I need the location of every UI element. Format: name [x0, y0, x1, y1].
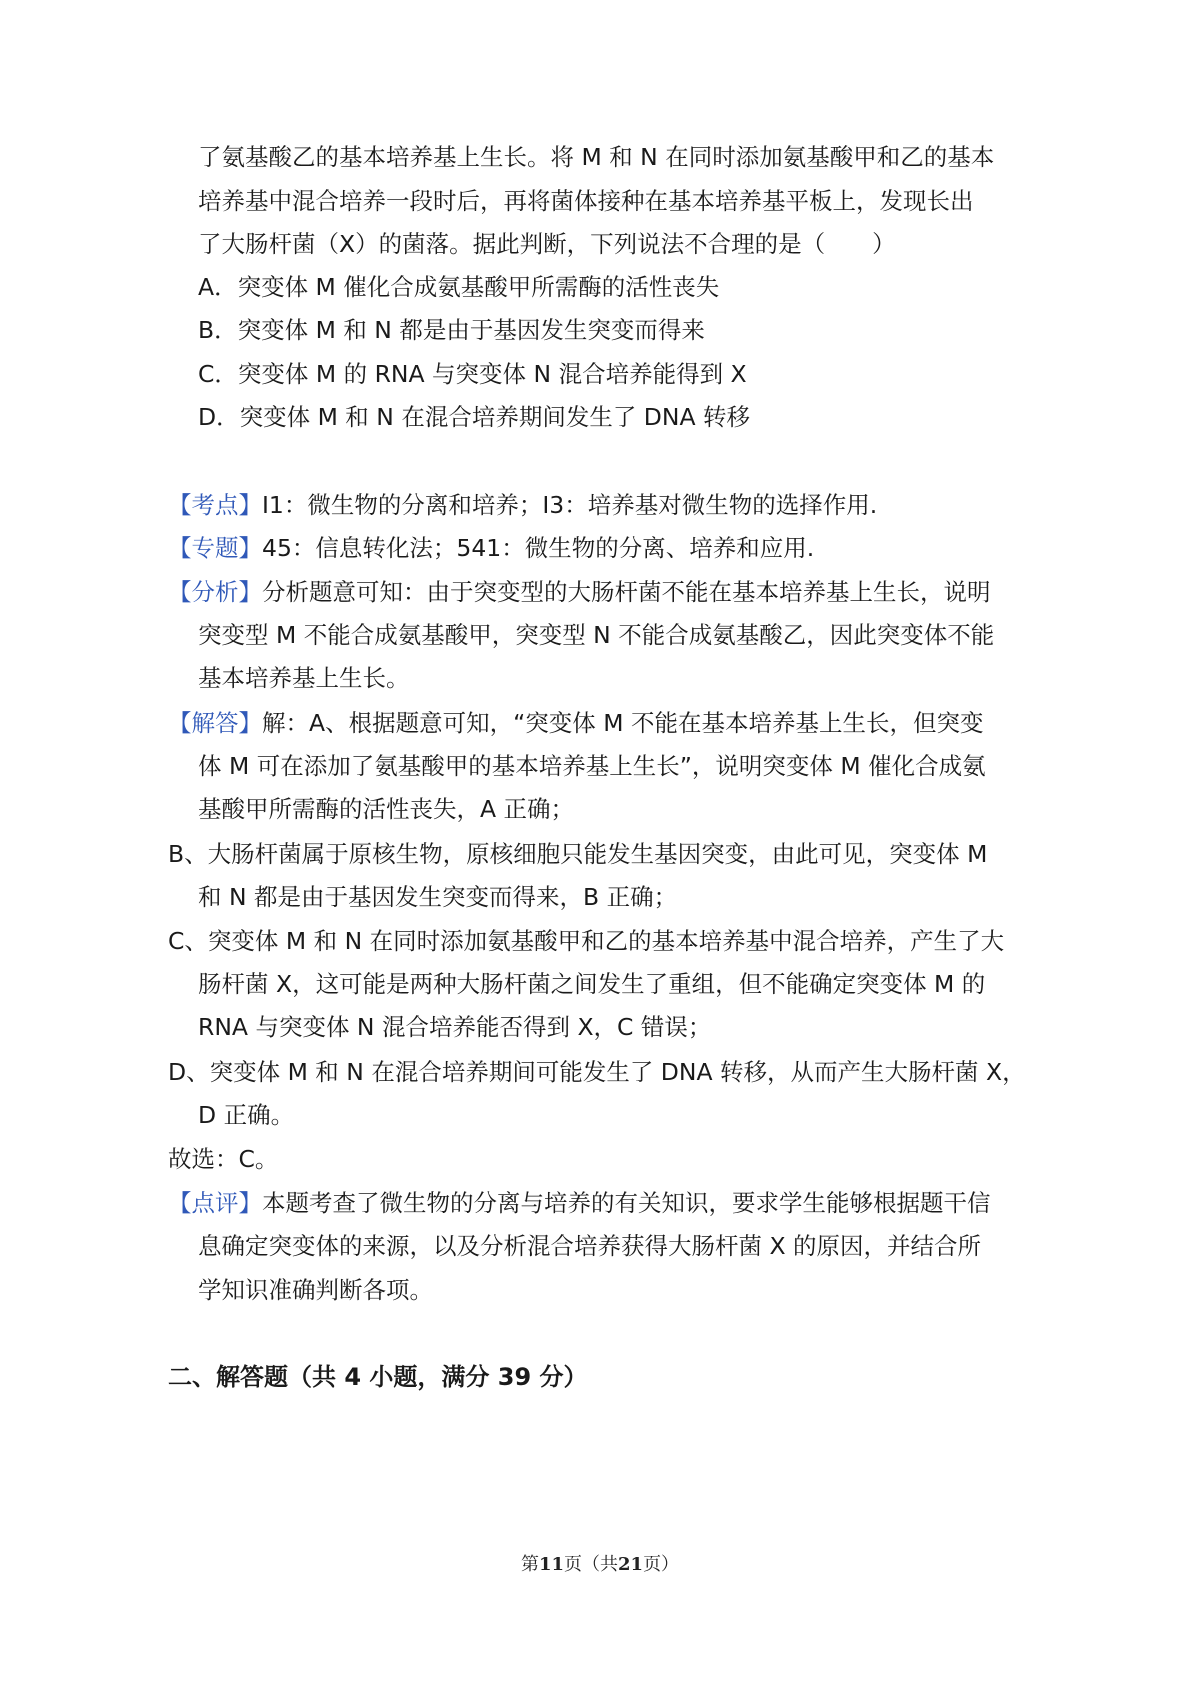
fenxi-tag: 【分析】 [168, 578, 262, 606]
jieda-line [168, 706, 983, 740]
jieda-tag: 【解答】 [168, 709, 262, 737]
fenxi-text: 分析题意可知：由于突变型的大肠杆菌不能在基本培养基上生长，说明 [262, 578, 991, 606]
answer-c-line: 肠杆菌 X，这可能是两种大肠杆菌之间发生了重组，但不能确定突变体 M 的 [198, 970, 986, 998]
footer-post: 页） [643, 1554, 680, 1575]
kaodian-line [168, 488, 877, 522]
dianping-line: 学知识准确判断各项。 [198, 1276, 433, 1304]
dianping-tag: 【点评】 [168, 1189, 262, 1217]
fenxi-line [168, 575, 991, 609]
jieda-line: 体 M 可在添加了氨基酸甲的基本培养基上生长”，说明突变体 M 催化合成氨 [198, 752, 986, 780]
kaodian-tag: 【考点】 [168, 491, 262, 519]
footer-page-number: 11 [538, 1554, 564, 1575]
jieda-line: 基酸甲所需酶的活性丧失，A 正确； [198, 795, 575, 823]
fenxi-line: 突变型 M 不能合成氨基酸甲，突变型 N 不能合成氨基酸乙，因此突变体不能 [198, 621, 995, 649]
page-footer [0, 1550, 1200, 1576]
answer-c-line: RNA 与突变体 N 混合培养能否得到 X，C 错误； [198, 1013, 712, 1041]
option-d: D．突变体 M 和 N 在混合培养期间发生了 DNA 转移 [198, 403, 751, 431]
answer-c-line: C、突变体 M 和 N 在同时添加氨基酸甲和乙的基本培养基中混合培养，产生了大 [168, 927, 1005, 955]
question-stem-line: 了氨基酸乙的基本培养基上生长。将 M 和 N 在同时添加氨基酸甲和乙的基本 [198, 143, 995, 171]
footer-mid: 页（共 [564, 1554, 618, 1575]
fenxi-line: 基本培养基上生长。 [198, 664, 410, 692]
option-a: A．突变体 M 催化合成氨基酸甲所需酶的活性丧失 [198, 273, 720, 301]
zhuanti-text: 45：信息转化法；541：微生物的分离、培养和应用. [262, 534, 815, 562]
answer-d-line: D、突变体 M 和 N 在混合培养期间可能发生了 DNA 转移，从而产生大肠杆菌 X， [168, 1058, 1026, 1086]
dianping-line [168, 1186, 991, 1220]
final-answer: 故选：C。 [168, 1145, 279, 1173]
option-b: B．突变体 M 和 N 都是由于基因发生突变而得来 [198, 316, 705, 344]
kaodian-text: I1：微生物的分离和培养；I3：培养基对微生物的选择作用. [262, 491, 878, 519]
footer-total-pages: 21 [618, 1554, 644, 1575]
answer-b-line: B、大肠杆菌属于原核生物，原核细胞只能发生基因突变，由此可见，突变体 M [168, 840, 988, 868]
section-heading: 二、解答题（共 4 小题，满分 39 分） [168, 1363, 588, 1391]
dianping-line: 息确定突变体的来源，以及分析混合培养获得大肠杆菌 X 的原因，并结合所 [198, 1232, 982, 1260]
question-stem-line: 培养基中混合培养一段时后，再将菌体接种在基本培养基平板上，发现长出 [198, 187, 974, 215]
footer-pre: 第 [520, 1554, 539, 1575]
dianping-text: 本题考查了微生物的分离与培养的有关知识，要求学生能够根据题干信 [262, 1189, 991, 1217]
zhuanti-tag: 【专题】 [168, 534, 262, 562]
question-stem-line: 了大肠杆菌（X）的菌落。据此判断，下列说法不合理的是（ ） [198, 230, 896, 258]
jieda-text: 解：A、根据题意可知，“突变体 M 不能在基本培养基上生长，但突变 [262, 709, 984, 737]
answer-b-line: 和 N 都是由于基因发生突变而得来，B 正确； [198, 883, 678, 911]
answer-d-line: D 正确。 [198, 1101, 295, 1129]
option-c: C．突变体 M 的 RNA 与突变体 N 混合培养能得到 X [198, 360, 747, 388]
zhuanti-line [168, 531, 814, 565]
